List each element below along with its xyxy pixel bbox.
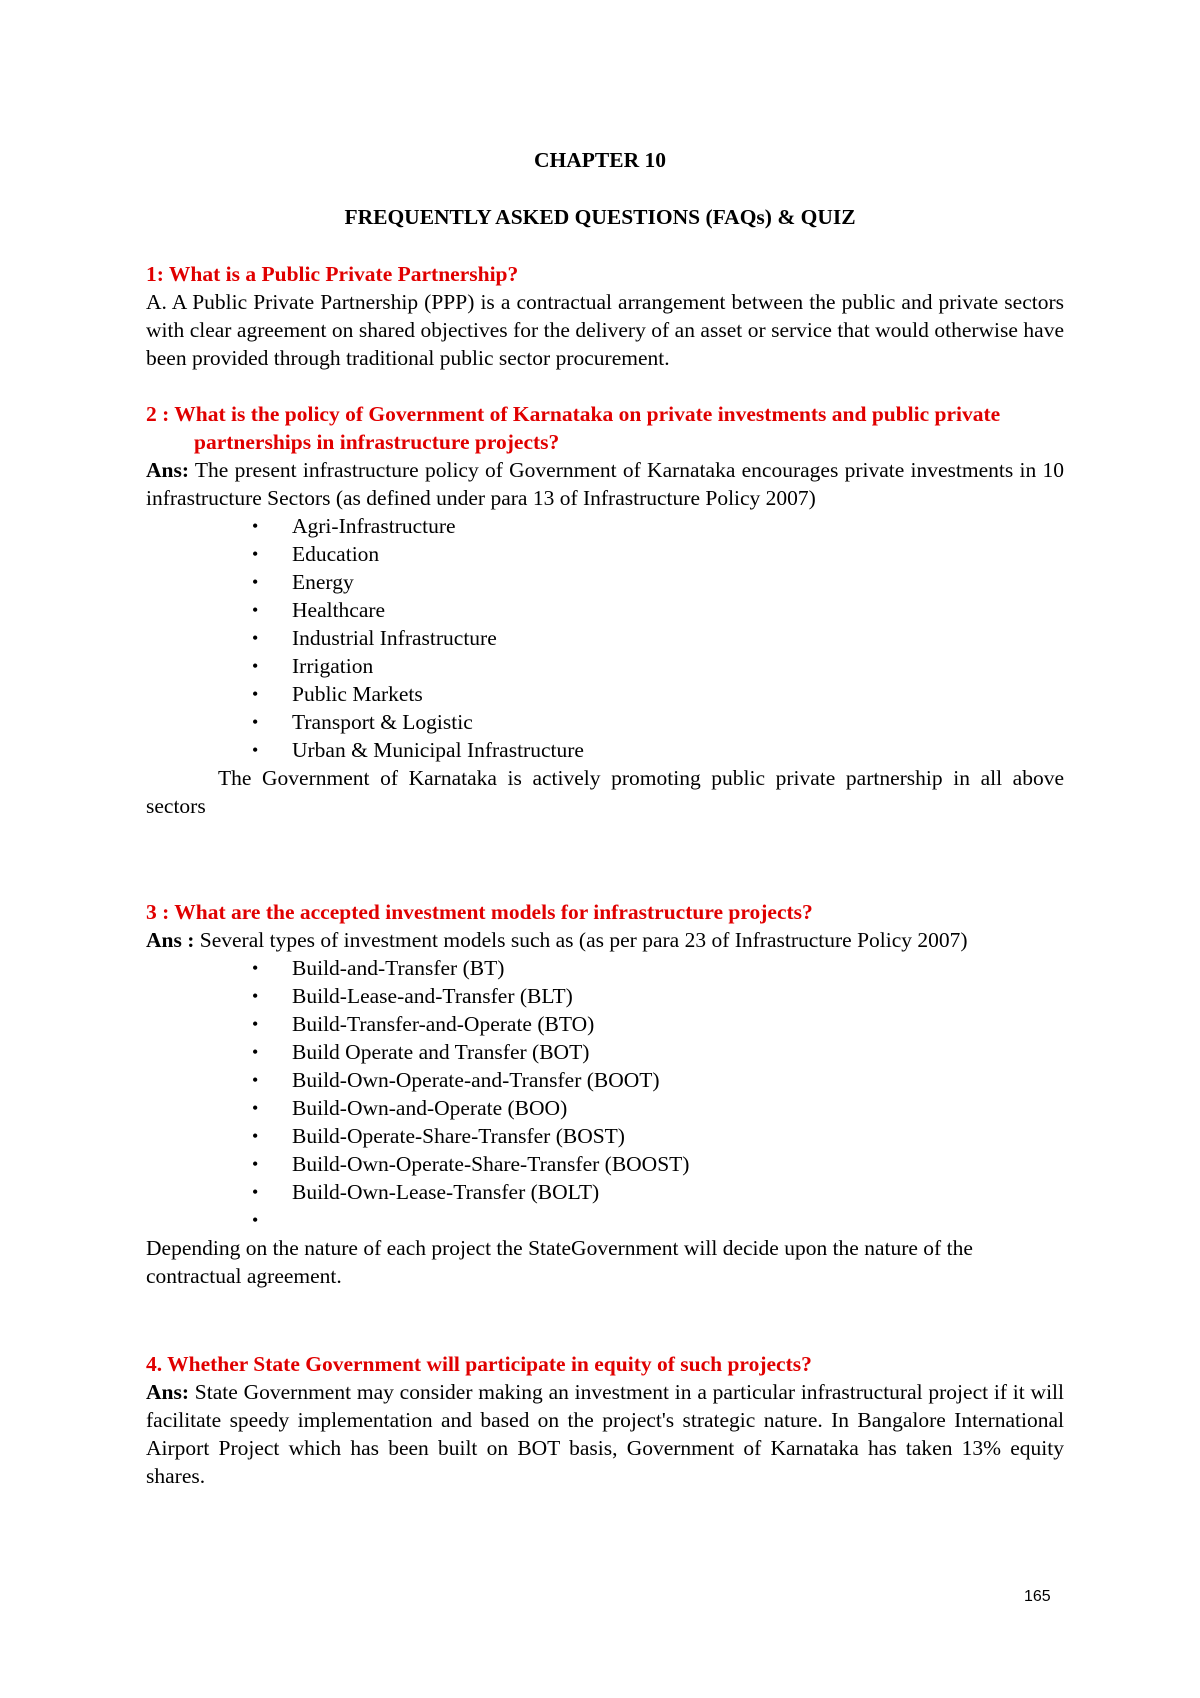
list-item: • Build-and-Transfer (BT) — [252, 956, 505, 980]
list-item: • Urban & Municipal Infrastructure — [252, 738, 584, 762]
faq-2 — [146, 400, 1064, 820]
list-item: • Build-Own-Lease-Transfer (BOLT) — [252, 1180, 600, 1204]
section-title: FREQUENTLY ASKED QUESTIONS (FAQs) & QUIZ — [344, 205, 856, 229]
list-item: • Energy — [252, 570, 354, 594]
list-item: • Transport & Logistic — [252, 710, 473, 734]
list-item: • Build-Lease-and-Transfer (BLT) — [252, 984, 573, 1008]
faq-4-question: 4. Whether State Government will participate in equity of such projects? — [146, 1352, 812, 1376]
chapter-heading: CHAPTER 10 — [534, 148, 666, 172]
bullet-icon: • — [252, 684, 259, 704]
bullet-icon: • — [252, 712, 259, 732]
bullet-icon: • — [252, 656, 259, 676]
list-item: • Build-Operate-Share-Transfer (BOST) — [252, 1124, 625, 1148]
bullet-icon: • — [252, 1098, 259, 1118]
list-item: • Build-Own-Operate-and-Transfer (BOOT) — [252, 1068, 660, 1092]
faq-1-answer: A. A Public Private Partnership (PPP) is a contractual arrangement between the public and private sectors with clear agreement on shared objectives for the delivery of an asset or service that would otherwise have been provided through traditional public sector procurement. — [146, 290, 1064, 370]
bullet-icon: • — [252, 572, 259, 592]
bullet-icon: • — [252, 628, 259, 648]
list-item: • Build-Own-Operate-Share-Transfer (BOOST) — [252, 1152, 690, 1176]
faq-2-answer-text: The present infrastructure policy of Government of Karnataka encourages private investments in 10 infrastructure Sectors (as defined under para 13 of Infrastructure Policy 2007) — [146, 458, 1064, 510]
faq-2-question: 2 : What is the policy of Government of Karnataka on private investments and public private partnerships in infrastructure projects? — [146, 402, 1001, 454]
list-item: • Industrial Infrastructure — [252, 626, 497, 650]
faq-4-answer-text: State Government may consider making an investment in a particular infrastructural project if it will facilitate speedy implementation and based on the project's strategic nature. In Bangalore International Airport Project which has been built on BOT basis, Government of Karnataka has taken 13% equity shares. — [146, 1380, 1064, 1488]
bullet-icon: • — [252, 1182, 259, 1202]
list-item: • Build Operate and Transfer (BOT) — [252, 1040, 590, 1064]
list-item: • Irrigation — [252, 654, 374, 678]
faq-3 — [146, 898, 1064, 1290]
faq-3-ans-label: Ans : — [146, 928, 195, 952]
faq-4-ans-label: Ans: — [146, 1380, 190, 1404]
list-item: • Agri-Infrastructure — [252, 514, 456, 538]
faq-2-answer — [146, 456, 1064, 512]
sector-list — [146, 512, 1064, 764]
list-item: • Build-Transfer-and-Operate (BTO) — [252, 1012, 595, 1036]
list-item: • Build-Own-and-Operate (BOO) — [252, 1096, 568, 1120]
bullet-icon: • — [252, 958, 259, 978]
list-item: • Education — [252, 542, 380, 566]
bullet-icon: • — [252, 544, 259, 564]
page-number: 165 — [1024, 1588, 1051, 1605]
bullet-icon: • — [252, 1070, 259, 1090]
bullet-icon: • — [252, 1126, 259, 1146]
list-item: • Healthcare — [252, 598, 386, 622]
faq-2-closing: The Government of Karnataka is actively promoting public private partnership in all above sectors — [146, 766, 1064, 818]
bullet-icon: • — [252, 600, 259, 620]
bullet-icon: • — [252, 986, 259, 1006]
faq-1-question: 1: What is a Public Private Partnership? — [146, 262, 519, 286]
bullet-icon: • — [252, 1210, 259, 1230]
model-list — [146, 954, 1064, 1234]
faq-3-question: 3 : What are the accepted investment models for infrastructure projects? — [146, 900, 813, 924]
bullet-icon: • — [252, 1154, 259, 1174]
faq-3-answer-text: Several types of investment models such as (as per para 23 of Infrastructure Policy 2007) — [194, 928, 968, 952]
faq-4-answer — [146, 1378, 1064, 1490]
faq-3-answer — [146, 926, 1064, 954]
list-item — [146, 1206, 1064, 1234]
bullet-icon: • — [252, 516, 259, 536]
faq-1 — [146, 260, 1064, 372]
faq-2-ans-label: Ans: — [146, 458, 190, 482]
faq-3-closing: Depending on the nature of each project the StateGovernment will decide upon the nature of the contractual agreement. — [146, 1236, 973, 1288]
bullet-icon: • — [252, 740, 259, 760]
bullet-icon: • — [252, 1014, 259, 1034]
list-item: • Public Markets — [252, 682, 423, 706]
faq-4 — [146, 1350, 1064, 1490]
bullet-icon: • — [252, 1042, 259, 1062]
